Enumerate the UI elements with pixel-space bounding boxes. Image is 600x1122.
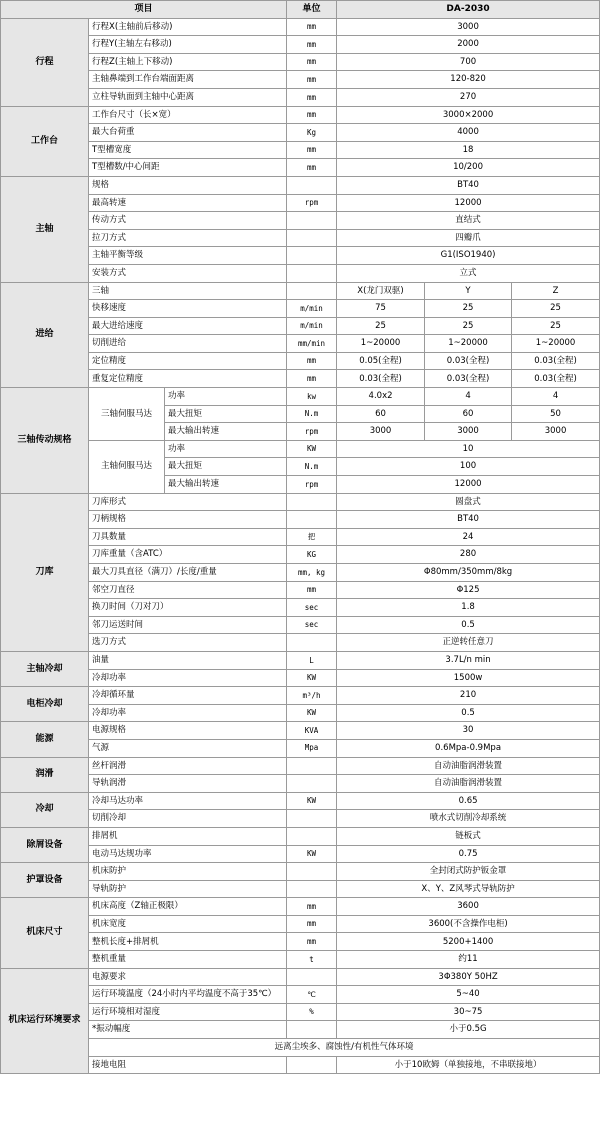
item-cell: 功率 — [165, 440, 287, 458]
item-cell: 刀库重量（含ATC） — [89, 546, 287, 564]
table-row — [1, 581, 600, 599]
unit-cell: m³/h — [287, 687, 337, 705]
unit-cell — [287, 634, 337, 652]
item-cell: 行程Z(主轴上下移动) — [89, 53, 287, 71]
unit-cell — [287, 264, 337, 282]
table-row — [1, 1056, 600, 1074]
value-cell: 4.0x2 — [337, 388, 425, 406]
unit-cell — [287, 229, 337, 247]
unit-cell — [287, 212, 337, 230]
table-row — [1, 88, 600, 106]
table-row — [1, 1003, 600, 1021]
unit-cell: mm — [287, 352, 337, 370]
item-cell: 最大进给速度 — [89, 317, 287, 335]
value-cell: 喷水式切削冷却系统 — [337, 810, 600, 828]
table-row — [1, 739, 600, 757]
value-cell: 25 — [425, 317, 512, 335]
table-row — [1, 124, 600, 142]
unit-cell: % — [287, 1003, 337, 1021]
item-cell: 最大刀具直径（满刀）/长度/重量 — [89, 564, 287, 582]
value-cell: 0.03(全程) — [512, 352, 600, 370]
item-cell: 刀库形式 — [89, 493, 287, 511]
item-cell: 最大输出转速 — [165, 476, 287, 494]
value-cell: 25 — [425, 300, 512, 318]
item-cell: 运行环境温度（24小时内平均温度不高于35℃） — [89, 986, 287, 1004]
table-row — [1, 71, 600, 89]
table-row — [1, 986, 600, 1004]
item-cell: 接地电阻 — [89, 1056, 287, 1074]
value-cell: 30 — [337, 722, 600, 740]
item-cell: 运行环境相对湿度 — [89, 1003, 287, 1021]
unit-cell — [287, 810, 337, 828]
unit-cell — [287, 493, 337, 511]
item-cell: 邻刀运送时间 — [89, 616, 287, 634]
table-row — [1, 968, 600, 986]
value-cell: 0.05(全程) — [337, 352, 425, 370]
value-cell: G1(ISO1940) — [337, 247, 600, 265]
table-row — [1, 176, 600, 194]
table-row — [1, 616, 600, 634]
item-cell: 行程X(主轴前后移动) — [89, 18, 287, 36]
table-row — [1, 212, 600, 230]
unit-cell: mm — [287, 370, 337, 388]
unit-cell — [287, 863, 337, 881]
group-label: 主轴 — [1, 176, 89, 282]
value-cell: 4000 — [337, 124, 600, 142]
item-cell: 切削进给 — [89, 335, 287, 353]
item-cell: 重复定位精度 — [89, 370, 287, 388]
table-row — [1, 546, 600, 564]
group-label: 护罩设备 — [1, 863, 89, 898]
table-row — [1, 493, 600, 511]
table-row — [1, 951, 600, 969]
unit-cell — [287, 1056, 337, 1074]
group-label: 电柜冷却 — [1, 687, 89, 722]
value-cell: 3000 — [337, 423, 425, 441]
item-cell: 快移速度 — [89, 300, 287, 318]
unit-cell: t — [287, 951, 337, 969]
item-cell: 机床宽度 — [89, 915, 287, 933]
item-cell: 气源 — [89, 739, 287, 757]
value-cell: Φ80mm/350mm/8kg — [337, 564, 600, 582]
item-cell: 传动方式 — [89, 212, 287, 230]
value-cell: BT40 — [337, 176, 600, 194]
table-row — [1, 141, 600, 159]
table-row — [1, 247, 600, 265]
value-cell: 3000×2000 — [337, 106, 600, 124]
value-cell: 60 — [337, 405, 425, 423]
table-row — [1, 1039, 600, 1057]
group-label: 除屑设备 — [1, 827, 89, 862]
value-cell: 全封闭式防护钣金罩 — [337, 863, 600, 881]
unit-cell — [287, 1021, 337, 1039]
value-cell: 4 — [425, 388, 512, 406]
item-cell: 导轨防护 — [89, 880, 287, 898]
unit-cell: KW — [287, 704, 337, 722]
unit-cell: mm — [287, 36, 337, 54]
value-cell: Z — [512, 282, 600, 300]
unit-cell — [287, 282, 337, 300]
item-cell: 行程Y(主轴左右移动) — [89, 36, 287, 54]
table-row — [1, 36, 600, 54]
unit-cell: KW — [287, 669, 337, 687]
group-label: 行程 — [1, 18, 89, 106]
item-cell: 最大扭矩 — [165, 458, 287, 476]
value-cell: 0.03(全程) — [337, 370, 425, 388]
item-cell: 功率 — [165, 388, 287, 406]
unit-cell: mm — [287, 141, 337, 159]
table-row — [1, 370, 600, 388]
item-cell: 切削冷却 — [89, 810, 287, 828]
item-cell: 冷却循环量 — [89, 687, 287, 705]
value-cell: 3600 — [337, 898, 600, 916]
table-row — [1, 722, 600, 740]
header-model: DA-2030 — [337, 1, 600, 19]
unit-cell — [287, 827, 337, 845]
item-cell: 冷却功率 — [89, 669, 287, 687]
item-cell: 最大扭矩 — [165, 405, 287, 423]
value-cell: 5200+1400 — [337, 933, 600, 951]
table-row — [1, 511, 600, 529]
table-row — [1, 845, 600, 863]
value-cell: 18 — [337, 141, 600, 159]
value-cell: 正逆转任意刀 — [337, 634, 600, 652]
unit-cell: mm/min — [287, 335, 337, 353]
unit-cell: mm, kg — [287, 564, 337, 582]
unit-cell: KW — [287, 440, 337, 458]
value-cell: 10 — [337, 440, 600, 458]
group-label: 三轴传动规格 — [1, 388, 89, 494]
value-cell: 4 — [512, 388, 600, 406]
value-cell: 30~75 — [337, 1003, 600, 1021]
value-cell: 3600(不含操作电柜) — [337, 915, 600, 933]
table-row — [1, 352, 600, 370]
group-label: 能源 — [1, 722, 89, 757]
item-cell: 立柱导轨面到主轴中心距离 — [89, 88, 287, 106]
item-cell: 丝杆润滑 — [89, 757, 287, 775]
table-row — [1, 898, 600, 916]
unit-cell — [287, 968, 337, 986]
unit-cell: mm — [287, 933, 337, 951]
item-cell: 刀柄规格 — [89, 511, 287, 529]
value-cell: 圆盘式 — [337, 493, 600, 511]
value-cell: 3Φ380Y 50HZ — [337, 968, 600, 986]
group-label: 刀库 — [1, 493, 89, 651]
item-cell: 冷却马达功率 — [89, 792, 287, 810]
unit-cell: mm — [287, 898, 337, 916]
item-cell: 导轨润滑 — [89, 775, 287, 793]
unit-cell: KW — [287, 845, 337, 863]
item-cell: 整机重量 — [89, 951, 287, 969]
table-row — [1, 704, 600, 722]
unit-cell: N.m — [287, 405, 337, 423]
group-label: 冷却 — [1, 792, 89, 827]
table-row — [1, 300, 600, 318]
unit-cell: L — [287, 651, 337, 669]
value-cell: 75 — [337, 300, 425, 318]
table-row — [1, 229, 600, 247]
value-cell: 210 — [337, 687, 600, 705]
table-row — [1, 564, 600, 582]
table-row — [1, 687, 600, 705]
value-cell: BT40 — [337, 511, 600, 529]
table-row — [1, 194, 600, 212]
item-cell: 换刀时间（刀对刀） — [89, 599, 287, 617]
unit-cell: 把 — [287, 528, 337, 546]
value-cell: 约11 — [337, 951, 600, 969]
table-row — [1, 159, 600, 177]
unit-cell: rpm — [287, 194, 337, 212]
unit-cell: mm — [287, 18, 337, 36]
item-cell: 电动马达规功率 — [89, 845, 287, 863]
unit-cell: N.m — [287, 458, 337, 476]
value-cell: 1~20000 — [512, 335, 600, 353]
unit-cell: mm — [287, 581, 337, 599]
value-cell: 700 — [337, 53, 600, 71]
value-cell: 270 — [337, 88, 600, 106]
unit-cell: mm — [287, 88, 337, 106]
table-row — [1, 863, 600, 881]
item-cell: 机床防护 — [89, 863, 287, 881]
item-cell: 最大输出转速 — [165, 423, 287, 441]
value-cell: 25 — [512, 300, 600, 318]
value-cell: Y — [425, 282, 512, 300]
table-row — [1, 792, 600, 810]
value-cell: 0.5 — [337, 616, 600, 634]
item-cell: T型槽宽度 — [89, 141, 287, 159]
item-cell: 选刀方式 — [89, 634, 287, 652]
value-cell: 60 — [425, 405, 512, 423]
item-cell: 安装方式 — [89, 264, 287, 282]
unit-cell: mm — [287, 159, 337, 177]
group-label: 机床运行环境要求 — [1, 968, 89, 1074]
value-cell: 25 — [337, 317, 425, 335]
value-cell: 3000 — [425, 423, 512, 441]
value-cell: 0.03(全程) — [425, 352, 512, 370]
unit-cell — [287, 247, 337, 265]
value-cell: 小于10欧姆（单独接地，不串联接地） — [337, 1056, 600, 1074]
value-cell: 自动油脂润滑装置 — [337, 775, 600, 793]
value-cell: 0.03(全程) — [425, 370, 512, 388]
header-item: 项目 — [1, 1, 287, 19]
item-cell: 排屑机 — [89, 827, 287, 845]
unit-cell: KW — [287, 792, 337, 810]
table-row — [1, 528, 600, 546]
value-cell: 25 — [512, 317, 600, 335]
table-row — [1, 53, 600, 71]
subgroup-label: 主轴伺服马达 — [89, 440, 165, 493]
value-cell: 12000 — [337, 194, 600, 212]
table-row — [1, 933, 600, 951]
item-cell: 主轴鼻端到工作台端面距离 — [89, 71, 287, 89]
item-cell: 邻空刀直径 — [89, 581, 287, 599]
value-cell: 0.75 — [337, 845, 600, 863]
value-cell: 立式 — [337, 264, 600, 282]
unit-cell: sec — [287, 616, 337, 634]
item-cell: 三轴 — [89, 282, 287, 300]
value-cell: 四瓣爪 — [337, 229, 600, 247]
unit-cell: rpm — [287, 476, 337, 494]
table-row — [1, 757, 600, 775]
value-cell: 0.65 — [337, 792, 600, 810]
unit-cell: Mpa — [287, 739, 337, 757]
value-cell: 10/200 — [337, 159, 600, 177]
table-row — [1, 388, 600, 406]
table-row — [1, 634, 600, 652]
value-cell: 2000 — [337, 36, 600, 54]
value-cell: 自动油脂润滑装置 — [337, 757, 600, 775]
value-cell: 1.8 — [337, 599, 600, 617]
table-row — [1, 282, 600, 300]
table-row — [1, 1021, 600, 1039]
item-cell: 拉刀方式 — [89, 229, 287, 247]
value-cell: 100 — [337, 458, 600, 476]
group-label: 润滑 — [1, 757, 89, 792]
table-row — [1, 335, 600, 353]
table-row — [1, 915, 600, 933]
unit-cell — [287, 511, 337, 529]
unit-cell: mm — [287, 915, 337, 933]
item-cell: 冷却功率 — [89, 704, 287, 722]
value-cell: 120-820 — [337, 71, 600, 89]
unit-cell: m/min — [287, 317, 337, 335]
unit-cell — [287, 176, 337, 194]
value-cell: 直结式 — [337, 212, 600, 230]
item-cell: 油量 — [89, 651, 287, 669]
item-cell: 电源要求 — [89, 968, 287, 986]
table-row — [1, 775, 600, 793]
table-row — [1, 669, 600, 687]
group-label: 机床尺寸 — [1, 898, 89, 968]
item-cell: *振动幅度 — [89, 1021, 287, 1039]
value-cell: 3000 — [512, 423, 600, 441]
table-row — [1, 810, 600, 828]
value-cell: 50 — [512, 405, 600, 423]
unit-cell: KG — [287, 546, 337, 564]
table-row — [1, 106, 600, 124]
table-row — [1, 827, 600, 845]
group-label: 主轴冷却 — [1, 651, 89, 686]
unit-cell — [287, 880, 337, 898]
unit-cell: KVA — [287, 722, 337, 740]
value-cell: X、Y、Z风琴式导轨防护 — [337, 880, 600, 898]
table-row — [1, 440, 600, 458]
unit-cell: mm — [287, 71, 337, 89]
item-cell: T型槽数/中心间距 — [89, 159, 287, 177]
item-cell: 主轴平衡等级 — [89, 247, 287, 265]
unit-cell: mm — [287, 106, 337, 124]
note-cell: 远离尘埃多、腐蚀性/有机性气体环境 — [89, 1039, 600, 1057]
item-cell: 电源规格 — [89, 722, 287, 740]
value-cell: 280 — [337, 546, 600, 564]
item-cell: 工作台尺寸（长×宽） — [89, 106, 287, 124]
value-cell: 1500w — [337, 669, 600, 687]
item-cell: 最大台荷重 — [89, 124, 287, 142]
unit-cell — [287, 775, 337, 793]
table-row — [1, 599, 600, 617]
item-cell: 规格 — [89, 176, 287, 194]
unit-cell: rpm — [287, 423, 337, 441]
group-label: 进给 — [1, 282, 89, 388]
spec-body — [1, 18, 600, 1074]
header-unit: 单位 — [287, 1, 337, 19]
unit-cell: kw — [287, 388, 337, 406]
value-cell: 5~40 — [337, 986, 600, 1004]
item-cell: 定位精度 — [89, 352, 287, 370]
value-cell: 24 — [337, 528, 600, 546]
table-row — [1, 317, 600, 335]
value-cell: 链板式 — [337, 827, 600, 845]
item-cell: 刀具数量 — [89, 528, 287, 546]
header-row — [1, 1, 600, 19]
item-cell: 机床高度（Z轴正极限） — [89, 898, 287, 916]
value-cell: 小于0.5G — [337, 1021, 600, 1039]
value-cell: 0.03(全程) — [512, 370, 600, 388]
unit-cell: Kg — [287, 124, 337, 142]
value-cell: 1~20000 — [425, 335, 512, 353]
group-label: 工作台 — [1, 106, 89, 176]
table-row — [1, 651, 600, 669]
value-cell: 3000 — [337, 18, 600, 36]
subgroup-label: 三轴伺服马达 — [89, 388, 165, 441]
value-cell: Φ125 — [337, 581, 600, 599]
value-cell: 0.6Mpa-0.9Mpa — [337, 739, 600, 757]
value-cell: 12000 — [337, 476, 600, 494]
value-cell: 3.7L/n min — [337, 651, 600, 669]
unit-cell — [287, 757, 337, 775]
table-row — [1, 264, 600, 282]
unit-cell: sec — [287, 599, 337, 617]
value-cell: X(龙门双驱) — [337, 282, 425, 300]
unit-cell: mm — [287, 53, 337, 71]
value-cell: 0.5 — [337, 704, 600, 722]
unit-cell: m/min — [287, 300, 337, 318]
item-cell: 整机长度+排屑机 — [89, 933, 287, 951]
value-cell: 1~20000 — [337, 335, 425, 353]
item-cell: 最高转速 — [89, 194, 287, 212]
unit-cell: ℃ — [287, 986, 337, 1004]
table-row — [1, 880, 600, 898]
table-row — [1, 18, 600, 36]
